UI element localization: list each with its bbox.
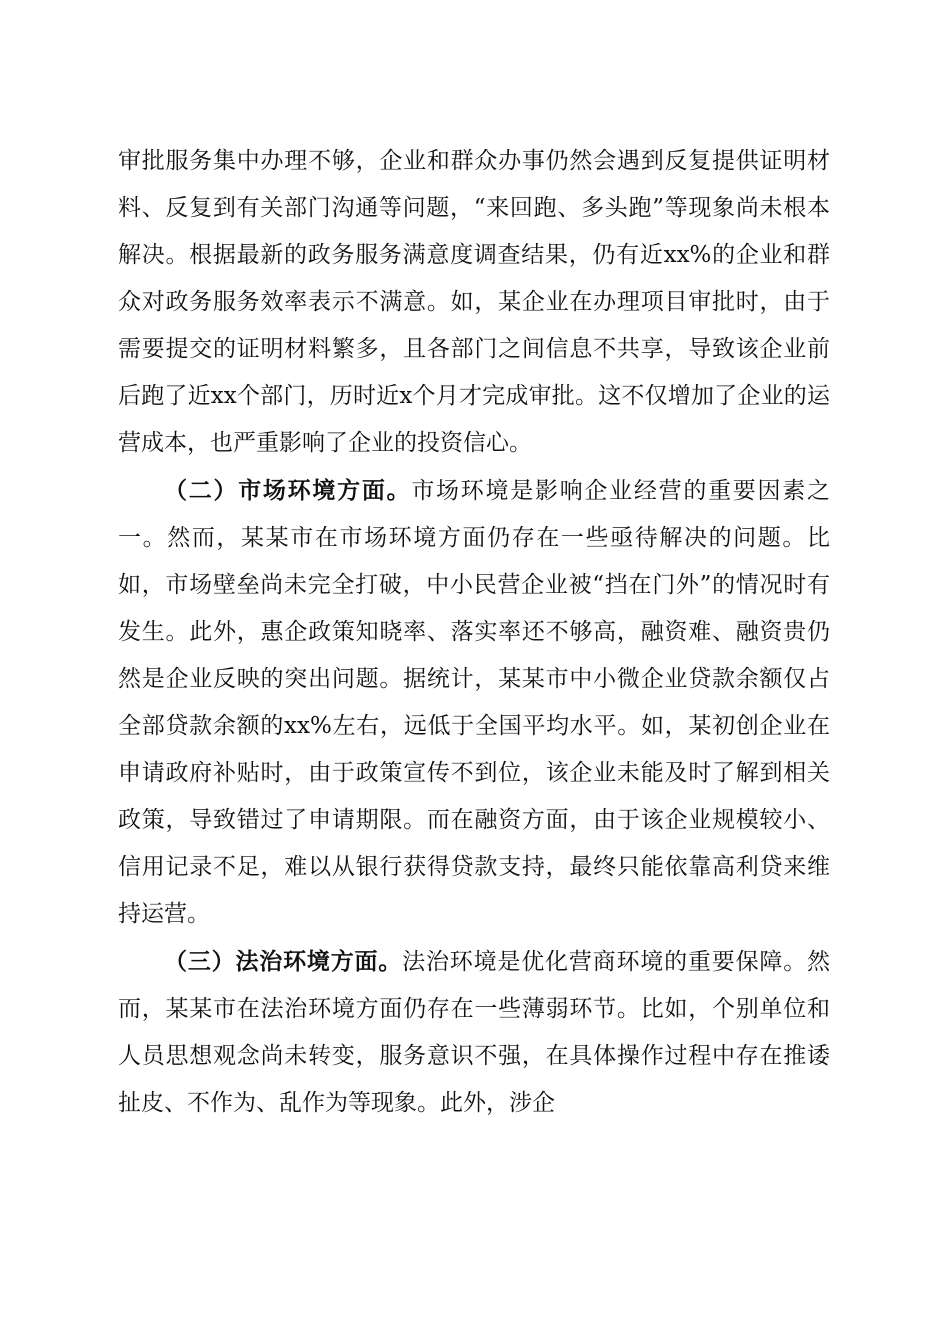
paragraph-market-environment [118,467,830,938]
paragraph-text: 审批服务集中办理不够，企业和群众办事仍然会遇到反复提供证明材料、反复到有关部门沟通等问题，“来回跑、多头跑”等现象尚未根本解决。根据最新的政务服务满意度调查结果，仍有近xx%的企业和群众对政务服务效率表示不满意。如，某企业在办理项目审批时，由于需要提交的证明材料繁多，且各部门之间信息不共享，导致该企业前后跑了近xx个部门，历时近x个月才完成审批。这不仅增加了企业的运营成本，也严重影响了企业的投资信心。 [118,148,830,456]
paragraph-text: 法治环境是优化营商环境的重要保障。然而，某某市在法治环境方面仍存在一些薄弱环节。比如，个别单位和人员思想观念尚未转变，服务意识不强，在具体操作过程中存在推诿扯皮、不作为、乱作为等现象。此外，涉企 [118,949,831,1116]
paragraph-continuation [118,138,830,467]
section-heading-market: （二）市场环境方面。 [164,477,412,504]
section-heading-legal: （三）法治环境方面。 [164,948,403,975]
paragraph-text: 市场环境是影响企业经营的重要因素之一。然而，某某市在市场环境方面仍存在一些亟待解决的问题。比如，市场壁垒尚未完全打破，中小民营企业被“挡在门外”的情况时有发生。此外，惠企政策知晓率、落实率还不够高，融资难、融资贵仍然是企业反映的突出问题。据统计，某某市中小微企业贷款余额仅占全部贷款余额的xx%左右，远低于全国平均水平。如，某初创企业在申请政府补贴时，由于政策宣传不到位，该企业未能及时了解到相关政策，导致错过了申请期限。而在融资方面，由于该企业规模较小、信用记录不足，难以从银行获得贷款支持，最终只能依靠高利贷来维持运营。 [118,478,831,927]
document-body [118,138,830,1127]
paragraph-legal-environment [118,938,830,1127]
